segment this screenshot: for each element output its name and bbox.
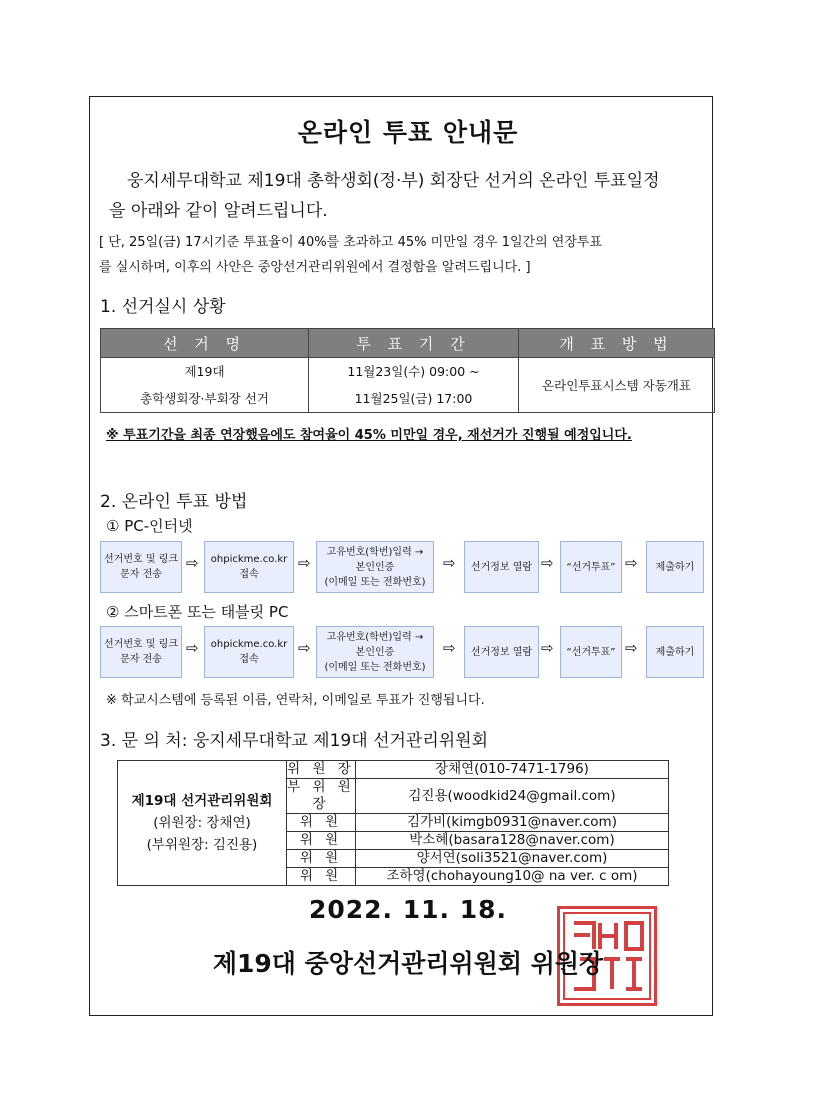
schedule-table xyxy=(100,328,715,413)
col-header-method: 개 표 방 법 xyxy=(519,329,715,358)
person-cell: 박소혜(basara128@naver.com) xyxy=(356,832,669,850)
col-header-period: 투 표 기 간 xyxy=(309,329,519,358)
voting-period-cell xyxy=(309,358,519,413)
flow2-step-info: 선거정보 열람 xyxy=(464,626,539,678)
role-cell: 위 원 장 xyxy=(287,761,355,777)
flow-text: 고유번호(학번)입력 → xyxy=(326,631,424,643)
note-line-1: [ 단, 25일(금) 17시기준 투표율이 40%를 초과하고 45% 미만일 경우 1일간의 연장투표 xyxy=(99,235,603,250)
flow-text: (이메일 또는 전화번호) xyxy=(324,661,426,673)
flow-text: 본인인증 xyxy=(355,646,395,658)
flow2-step-vote: “선거투표” xyxy=(560,626,622,678)
flow-text: 선거번호 및 링크 xyxy=(104,554,178,565)
person-cell: 조하영(chohayoung10@ na ver. c om) xyxy=(356,868,669,886)
flow-note: ※ 학교시스템에 등록된 이름, 연락처, 이메일로 투표가 진행됩니다. xyxy=(106,693,485,708)
note-line-2: 를 실시하며, 이후의 사안은 중앙선거관리위원에서 결정함을 알려드립니다. ] xyxy=(99,260,531,275)
flow-text: ohpickme.co.kr xyxy=(210,639,288,650)
flow-text: 고유번호(학번)입력 → xyxy=(326,546,424,558)
arrow-icon: ⇨ xyxy=(443,554,456,572)
arrow-icon: ⇨ xyxy=(186,554,199,572)
role-cell: 위 원 xyxy=(287,850,356,868)
method-mobile-label: ② 스마트폰 또는 태블릿 PC xyxy=(106,603,289,621)
arrow-icon: ⇨ xyxy=(298,639,311,657)
flow2-step-submit: 제출하기 xyxy=(646,626,704,678)
page-title: 온라인 투표 안내문 xyxy=(297,118,519,147)
revote-warning: ※ 투표기간을 최종 연장했음에도 참여율이 45% 미만일 경우, 재선거가 진행될 예정입니다. xyxy=(106,428,632,443)
role-cell: 위 원 xyxy=(287,832,356,850)
role-cell: 위 원 xyxy=(287,814,356,832)
period-line-1: 11월23일(수) 09:00 ~ xyxy=(347,364,480,379)
person-cell: 장채연(010-7471-1796) xyxy=(356,761,669,779)
flow1-step-vote: “선거투표” xyxy=(560,541,622,593)
vice-chair-note: (부위원장: 김진용) xyxy=(146,837,258,853)
flow1-step-site xyxy=(204,541,294,593)
flow-text: 문자 전송 xyxy=(120,654,162,665)
arrow-icon: ⇨ xyxy=(541,554,554,572)
committee-cell xyxy=(118,761,287,886)
extension-note xyxy=(99,230,715,280)
flow-text: 문자 전송 xyxy=(120,569,162,580)
arrow-icon: ⇨ xyxy=(625,554,638,572)
intro-line-2: 을 아래와 같이 알려드립니다. xyxy=(109,201,328,221)
intro-paragraph xyxy=(109,166,715,226)
role-cell: 부 위 원 장 xyxy=(287,779,355,812)
person-cell: 김진용(woodkid24@gmail.com) xyxy=(356,779,669,814)
flow2-step-auth xyxy=(316,626,434,678)
counting-method-cell: 온라인투표시스템 자동개표 xyxy=(519,358,715,413)
flow1-step-info: 선거정보 열람 xyxy=(464,541,539,593)
flow2-step-site xyxy=(204,626,294,678)
section-1-heading: 1. 선거실시 상황 xyxy=(100,297,226,317)
role-cell: 위 원 xyxy=(287,868,356,886)
document-date: 2022. 11. 18. xyxy=(308,895,508,924)
arrow-icon: ⇨ xyxy=(541,639,554,657)
section-3-heading: 3. 문 의 처: 웅지세무대학교 제19대 선거관리위원회 xyxy=(100,731,489,751)
arrow-icon: ⇨ xyxy=(443,639,456,657)
period-line-2: 11월25일(금) 17:00 xyxy=(354,391,473,406)
flow-text: 본인인증 xyxy=(355,561,395,573)
flow-text: ohpickme.co.kr xyxy=(210,554,288,565)
flow2-step-sms xyxy=(100,626,182,678)
flow1-step-sms xyxy=(100,541,182,593)
contact-table xyxy=(117,760,669,886)
committee-name: 제19대 선거관리위원회 xyxy=(131,793,273,809)
chair-note: (위원장: 장채연) xyxy=(153,815,251,831)
person-cell: 김가비(kimgb0931@naver.com) xyxy=(356,814,669,832)
flow-text: 접속 xyxy=(239,569,259,580)
arrow-icon: ⇨ xyxy=(186,639,199,657)
person-cell: 양서연(soli3521@naver.com) xyxy=(356,850,669,868)
flow-text: 접속 xyxy=(239,654,259,665)
signature-line: 제19대 중앙선거관리위원회 위원장 xyxy=(212,949,604,978)
flow1-step-submit: 제출하기 xyxy=(646,541,704,593)
election-name-cell xyxy=(101,358,309,413)
section-2-heading: 2. 온라인 투표 방법 xyxy=(100,492,248,512)
flow-text: 선거번호 및 링크 xyxy=(104,639,178,650)
flow1-step-auth xyxy=(316,541,434,593)
flow-text: (이메일 또는 전화번호) xyxy=(324,576,426,588)
arrow-icon: ⇨ xyxy=(298,554,311,572)
election-name-line-2: 총학생회장·부회장 선거 xyxy=(140,391,269,406)
arrow-icon: ⇨ xyxy=(625,639,638,657)
col-header-name: 선 거 명 xyxy=(101,329,309,358)
election-name-line-1: 제19대 xyxy=(184,364,225,379)
intro-line-1: 웅지세무대학교 제19대 총학생회(정·부) 회장단 선거의 온라인 투표일정 xyxy=(127,171,660,191)
method-pc-label: ① PC-인터넷 xyxy=(106,517,193,535)
